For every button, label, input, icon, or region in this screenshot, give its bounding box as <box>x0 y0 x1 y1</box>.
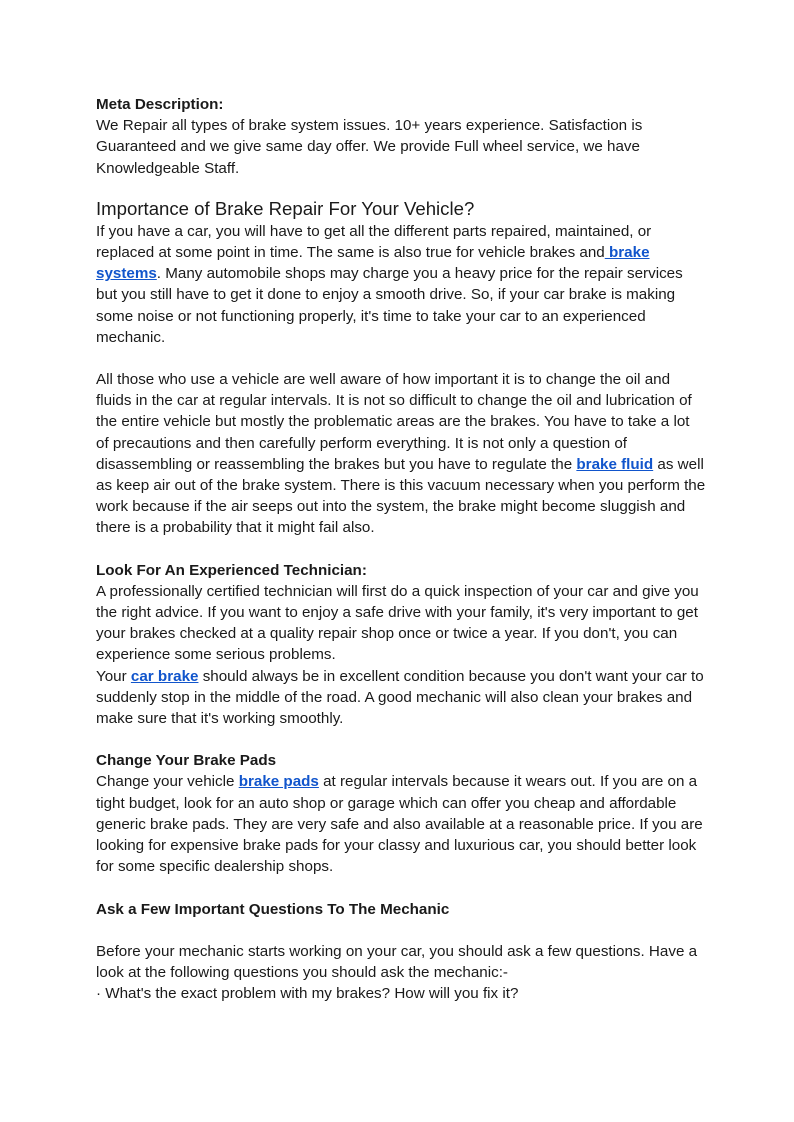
paragraph-questions: Before your mechanic starts working on your car, you should ask a few questions. Have a look at the following questions you should ask the mechanic:- <box>96 942 698 981</box>
paragraph-text: If you have a car, you will have to get all the different parts repaired, maintained, or replaced at some point in time. The same is also true for vehicle brakes and <box>96 222 652 262</box>
section-heading-technician: Look For An Experienced Technician: <box>96 561 367 579</box>
paragraph-text: All those who use a vehicle are well aware of how important it is to change the oil and fluids in the car at regular intervals. It is not so difficult to change the oil and lubrication of the entire vehicle but mostly the problematic areas are the brakes. You have to take a lot of precautions and then carefully perform everything. It is not only a question of disassembling or reassembling the brakes but you have to regulate the <box>96 371 692 473</box>
meta-description-heading: Meta Description: <box>96 96 224 113</box>
link-brake-pads[interactable]: brake pads <box>238 773 319 791</box>
paragraph-gap <box>96 878 706 899</box>
section-heading-questions: Ask a Few Important Questions To The Mechanic <box>96 900 450 918</box>
paragraph-gap <box>96 729 706 750</box>
link-car-brake[interactable]: car brake <box>130 667 199 685</box>
paragraph-technician-2 <box>96 666 706 730</box>
meta-description-text: We Repair all types of brake system issues. 10+ years experience. Satisfaction is Guaranteed and we give same day offer. We provide Full wheel service, we have Knowledgeable Staff. <box>96 117 643 177</box>
paragraph-text: . Many automobile shops may charge you a heavy price for the repair services but you still have to get it done to enjoy a smooth drive. So, if your car brake is making some noise or not functioning properly, it's time to take your car to an experienced mechanic. <box>96 265 683 346</box>
paragraph-gap <box>96 348 706 369</box>
paragraph-technician-1: A professionally certified technician will first do a quick inspection of your car and give you the right advice. If you want to enjoy a safe drive with your family, it's very important to get your brakes checked at a quality repair shop once or twice a year. If you don't, you can experience some serious problems. <box>96 582 699 664</box>
paragraph-gap <box>96 920 706 941</box>
section-heading-brake-pads: Change Your Brake Pads <box>96 752 277 770</box>
paragraph-text: at regular intervals because it wears out. If you are on a tight budget, look for an auto shop or garage which can offer you cheap and affordable generic brake pads. They are very safe and also available at a reasonable price. If you are looking for expensive brake pads for your classy and luxurious car, you should better look for some specific dealership shops. <box>96 773 703 876</box>
paragraph-importance-2 <box>96 369 706 539</box>
paragraph-text: Change your vehicle <box>96 773 239 791</box>
paragraph-text: Your <box>96 667 131 685</box>
paragraph-importance-1 <box>96 221 706 348</box>
link-brake-systems[interactable]: brake systems <box>96 244 650 283</box>
paragraph-text: should always be in excellent condition because you don't want your car to suddenly stop in the middle of the road. A good mechanic will also clean your brakes and make sure that it's working smoothly. <box>96 667 704 728</box>
paragraph-text: as well as keep air out of the brake system. There is this vacuum necessary when you perform the work because if the air seeps out into the system, the brake might become sluggish and there is a probability that it might fail also. <box>96 455 706 537</box>
paragraph-brake-pads <box>96 771 706 877</box>
question-list-item: · What's the exact problem with my brakes? How will you fix it? <box>96 985 519 1003</box>
document-page <box>96 94 706 1004</box>
section-heading-importance: Importance of Brake Repair For Your Vehicle? <box>96 197 475 219</box>
paragraph-gap <box>96 539 706 560</box>
link-brake-fluid[interactable]: brake fluid <box>576 455 654 473</box>
